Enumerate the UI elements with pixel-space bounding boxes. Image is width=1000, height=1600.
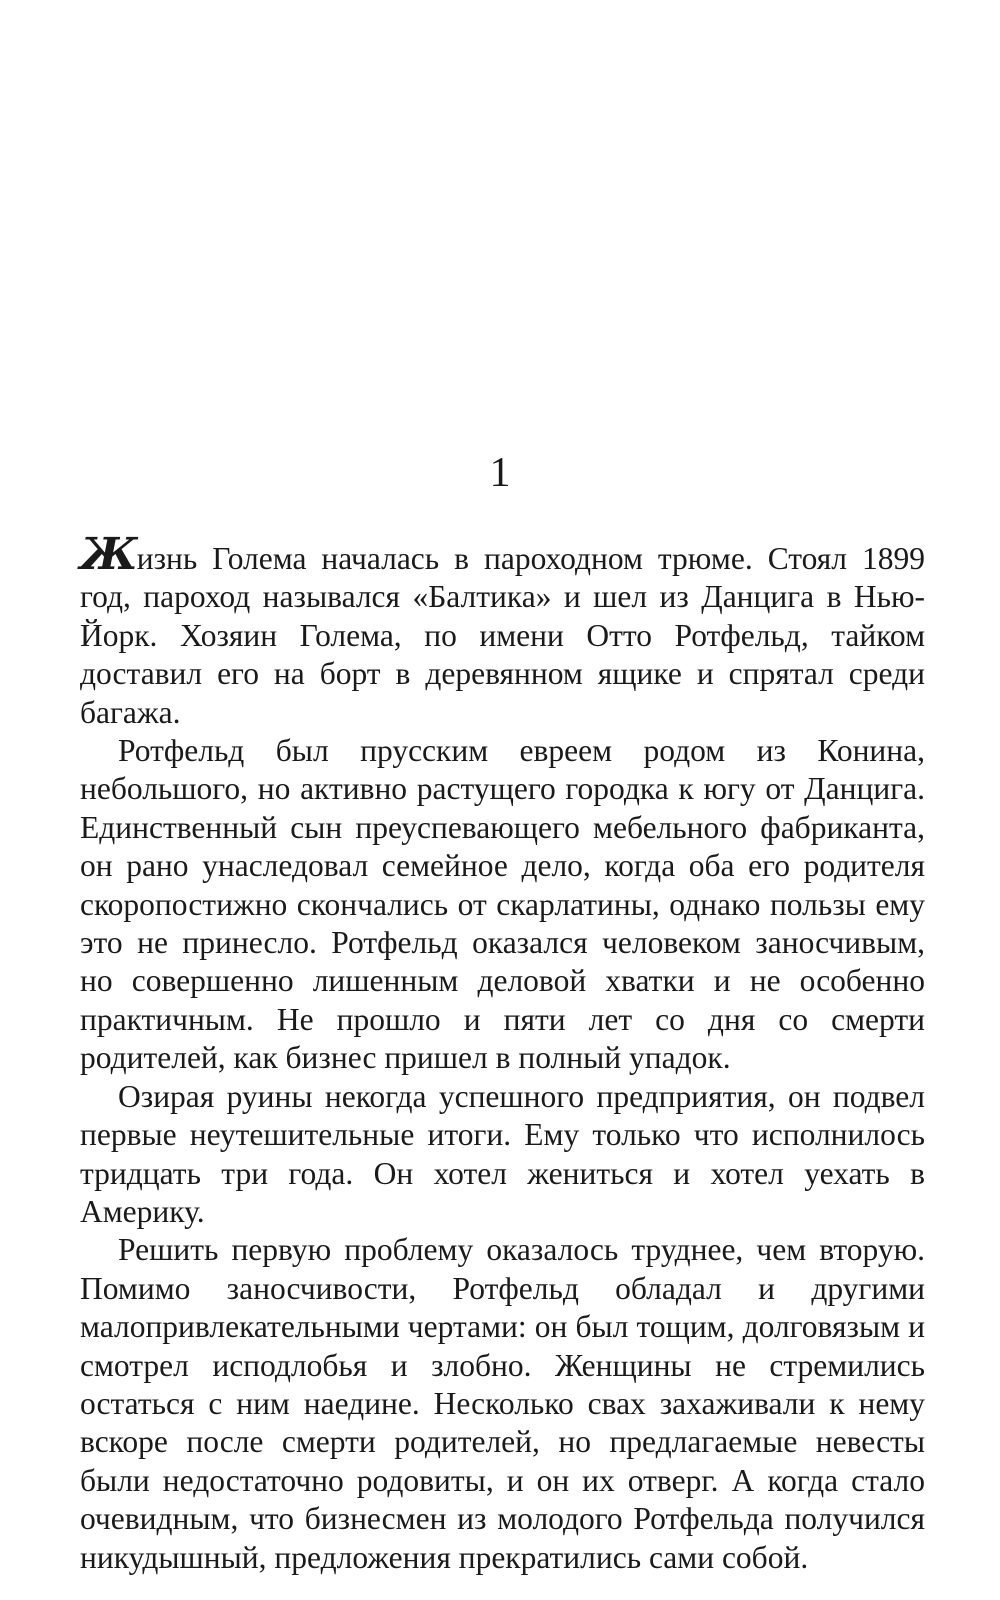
paragraph-1	[80, 529, 925, 732]
text-body	[80, 529, 925, 1577]
paragraph-2: Ротфельд был прусским евреем родом из Конина, небольшого, но активно растущего городка к югу от Данцига. Единственный сын преуспевающего мебельного фабриканта, он рано унаследовал семейное дело, когда оба его родителя скоропостижно скончались от скарлатины, однако пользы ему это не принесло. Ротфельд оказался человеком заносчивым, но совершенно лишенным деловой хватки и не особенно практичным. Не прошло и пяти лет со дня со смерти родителей, как бизнес пришел в полный упадок.	[80, 733, 925, 1076]
drop-initial: Ж	[80, 529, 137, 580]
paragraph-1-text: изнь Голема началась в пароходном трюме. Стоял 1899 год, пароход назывался «Балтика» и шел из Данцига в Нью-Йорк. Хозяин Голема, по имени Отто Ротфельд, тайком доставил его на борт в деревянном ящике и спрятал среди багажа.	[80, 541, 925, 730]
paragraph-3: Озирая руины некогда успешного предприятия, он подвел первые неутешительные итоги. Ему только что исполнилось тридцать три года. Он хотел жениться и хотел уехать в Америку.	[80, 1078, 925, 1229]
chapter-number: 1	[489, 450, 511, 496]
paragraph-4: Решить первую проблему оказалось труднее, чем вторую. Помимо заносчивости, Ротфельд обладал и другими малопривлекательными чертами: он был тощим, долговязым и смотрел исподлобья и злобно. Женщины не стремились остаться с ним наедине. Несколько свах захаживали к нему вскоре после смерти родителей, но предлагаемые невесты были недостаточно родовиты, и он их отверг. А когда стало очевидным, что бизнесмен из молодого Ротфельда получился никудышный, предложения прекратились сами собой.	[80, 1232, 925, 1575]
